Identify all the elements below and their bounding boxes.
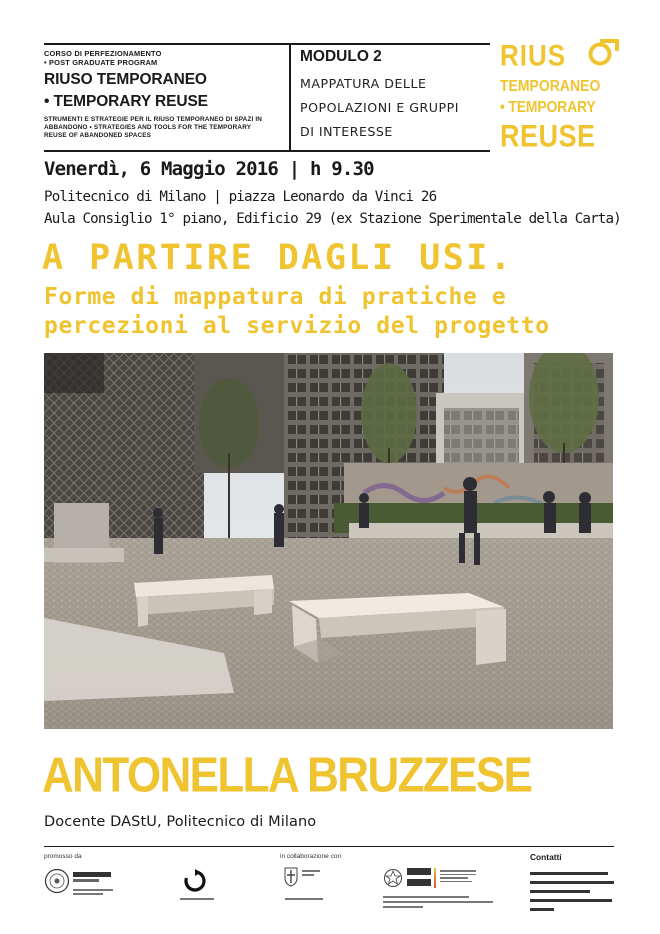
logo-circle-arrow-icon xyxy=(587,39,625,73)
comune-milano-caption-line xyxy=(285,898,323,900)
course-line-1: CORSO DI PERFEZIONAMENTO xyxy=(44,49,162,58)
photo-illustration xyxy=(44,353,613,729)
program-description-1: STRUMENTI E STRATEGIE PER IL RIUSO TEMPORANEO DI SPAZI IN xyxy=(44,116,263,123)
dastu-logo-lines xyxy=(73,889,113,895)
module-title: MODULO 2 xyxy=(300,48,382,65)
comune-milano-lines xyxy=(302,870,320,876)
talk-subtitle-2: percezioni al servizio del progetto xyxy=(44,313,550,339)
program-title-en: • TEMPORARY REUSE xyxy=(44,93,208,110)
program-description-2: ABBANDONO • STRATEGIES AND TOOLS FOR THE TEMPORARY xyxy=(44,124,252,131)
contacts-title: Contatti xyxy=(530,852,562,862)
header-divider xyxy=(289,43,291,150)
logo-word-temporary: • TEMPORARY xyxy=(500,97,596,116)
top-rule-left xyxy=(44,43,490,45)
promoted-by-label: promosso da xyxy=(44,853,82,860)
temporiuso-logo-icon xyxy=(183,869,207,893)
module-line-1: MAPPATURA DELLE xyxy=(300,76,427,91)
cnappc-color-bar xyxy=(434,868,436,888)
event-place-line-2: Aula Consiglio 1° piano, Edificio 29 (ex Stazione Sperimentale della Carta) xyxy=(44,211,621,227)
logo-word-reuse: REUSE xyxy=(500,119,596,154)
cnappc-caption-lines xyxy=(383,896,493,908)
program-title-it: RIUSO TEMPORANEO xyxy=(44,71,207,88)
comune-milano-crest-icon xyxy=(283,867,299,887)
footer-rule xyxy=(44,846,614,847)
temporiuso-site-lines xyxy=(180,898,214,900)
cnappc-fullname-lines xyxy=(440,870,476,882)
talk-subtitle-1: Forme di mappatura di pratiche e xyxy=(44,284,507,310)
republic-emblem-icon xyxy=(383,868,403,888)
politecnico-logo-lines xyxy=(73,872,111,882)
logo-word-temporaneo: TEMPORANEO xyxy=(500,76,601,95)
program-description-3: REUSE OF ABANDONED SPACES xyxy=(44,132,152,139)
campus-plaza-photo xyxy=(44,353,613,729)
event-date: Venerdì, 6 Maggio 2016 | h 9.30 xyxy=(44,158,374,180)
event-place-line-1: Politecnico di Milano | piazza Leonardo da Vinci 26 xyxy=(44,189,437,205)
header-bottom-rule xyxy=(44,150,490,152)
logo-word-riuso: RIUS xyxy=(500,38,567,73)
cnappc-letters xyxy=(407,868,431,888)
module-line-2: POPOLAZIONI E GRUPPI xyxy=(300,100,459,115)
course-line-2: • POST GRADUATE PROGRAM xyxy=(44,58,158,67)
speaker-name: ANTONELLA BRUZZESE xyxy=(42,748,532,803)
speaker-role: Docente DAStU, Politecnico di Milano xyxy=(44,814,317,830)
riuso-logo xyxy=(500,38,625,158)
politecnico-seal-icon xyxy=(44,868,70,894)
module-line-3: DI INTERESSE xyxy=(300,124,393,139)
contact-details-lines xyxy=(530,872,614,911)
talk-title: A PARTIRE DAGLI USI. xyxy=(42,238,514,278)
collaboration-label: in collaborazione con xyxy=(280,853,342,860)
